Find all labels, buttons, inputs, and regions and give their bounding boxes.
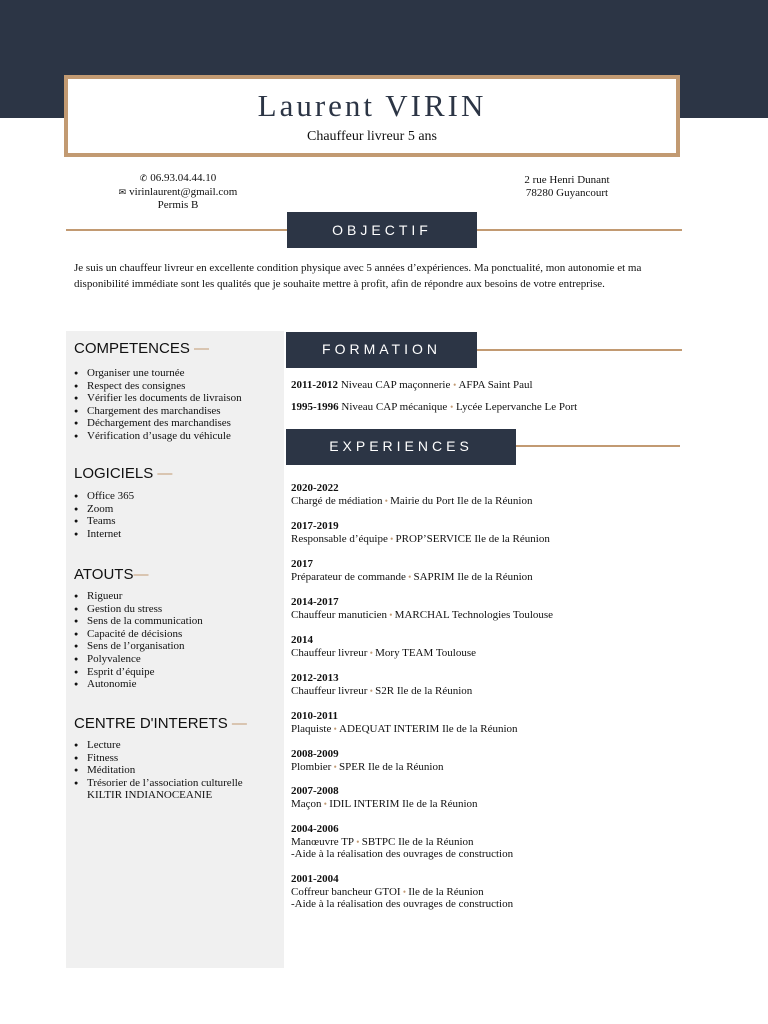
experience-years: 2014 bbox=[291, 634, 313, 646]
experience-role-line bbox=[291, 571, 681, 583]
list-item: ● Polyvalence bbox=[74, 653, 203, 666]
experience-role: Maçon bbox=[291, 798, 322, 810]
experience-role-line bbox=[291, 533, 681, 545]
job-title: Chauffeur livreur 5 ans bbox=[307, 129, 437, 144]
experience-role: Plaquiste bbox=[291, 723, 332, 735]
experience-role-line bbox=[291, 495, 681, 507]
contact-block bbox=[100, 172, 256, 212]
experience-years: 2017 bbox=[291, 558, 313, 570]
competences-list bbox=[74, 367, 242, 443]
section-heading-competences: COMPETENCES — bbox=[74, 340, 210, 357]
list-item: ● Office 365 bbox=[74, 490, 134, 503]
separator-dot: • bbox=[405, 572, 414, 582]
experience-item bbox=[291, 482, 681, 507]
experience-role-line bbox=[291, 798, 681, 810]
experience-employer: SBTPC Ile de la Réunion bbox=[361, 836, 474, 848]
address-line2: 78280 Guyancourt bbox=[525, 186, 609, 199]
experience-role-line bbox=[291, 685, 681, 697]
candidate-name: Laurent VIRIN bbox=[257, 88, 487, 123]
experience-role: Manœuvre TP bbox=[291, 836, 355, 848]
phone-icon: ✆ bbox=[139, 174, 148, 184]
list-item: ● Sens de l’organisation bbox=[74, 640, 203, 653]
list-item: ● Fitness bbox=[74, 752, 243, 765]
experience-role: Chauffeur manuticien bbox=[291, 609, 388, 621]
experience-detail: -Aide à la réalisation des ouvrages de construction bbox=[291, 898, 514, 910]
section-heading-formation: FORMATION bbox=[286, 332, 477, 368]
experience-role-line bbox=[291, 609, 681, 621]
experience-employer: Mairie du Port Ile de la Réunion bbox=[390, 495, 533, 507]
list-item: KILTIR INDIANOCEANIE bbox=[87, 789, 213, 802]
list-item: ● Chargement des marchandises bbox=[74, 405, 242, 418]
list-item: ● Déchargement des marchandises bbox=[74, 417, 242, 430]
phone-number: 06.93.04.44.10 bbox=[150, 172, 217, 184]
experience-role-line bbox=[291, 836, 681, 848]
list-item: ● Internet bbox=[74, 528, 134, 541]
phone-line bbox=[100, 172, 256, 186]
experience-years: 2001-2004 bbox=[291, 873, 339, 885]
objective-text: Je suis un chauffeur livreur en excellente condition physique avec 5 années d’expériences. Ma ponctualité, mon autonomie et ma disponibilité immédiate sont les qualités que je souhaite mettre à profit, afin de répondre aux besoins de votre entreprise. bbox=[74, 262, 642, 290]
section-heading-experiences: EXPERIENCES bbox=[286, 429, 516, 465]
logiciels-list bbox=[74, 490, 134, 540]
experience-item bbox=[291, 785, 681, 810]
experience-employer: ADEQUAT INTERIM Ile de la Réunion bbox=[339, 723, 518, 735]
separator-dot: • bbox=[400, 887, 409, 897]
list-item: ● Autonomie bbox=[74, 678, 203, 691]
experience-role: Chauffeur livreur bbox=[291, 685, 368, 697]
separator-dot: • bbox=[367, 648, 376, 658]
experience-employer: S2R Ile de la Réunion bbox=[375, 685, 473, 697]
separator-dot: • bbox=[331, 724, 339, 734]
divider bbox=[477, 349, 682, 351]
list-item: ● Rigueur bbox=[74, 590, 203, 603]
experience-employer: Ile de la Réunion bbox=[408, 886, 484, 898]
separator-dot: • bbox=[321, 799, 330, 809]
experience-role: Coffreur bancheur GTOI bbox=[291, 886, 401, 898]
list-item: ● Respect des consignes bbox=[74, 380, 242, 393]
email-line bbox=[100, 186, 256, 200]
separator-dot: • bbox=[367, 686, 376, 696]
experience-years: 2008-2009 bbox=[291, 748, 339, 760]
experience-role-line bbox=[291, 886, 681, 898]
formation-item: 1995-1996 Niveau CAP mécanique • Lycée Lepervanche Le Port bbox=[291, 401, 578, 413]
list-item: ● Capacité de décisions bbox=[74, 628, 203, 641]
experience-role: Préparateur de commande bbox=[291, 571, 406, 583]
name-box bbox=[64, 75, 680, 157]
list-item: ● Méditation bbox=[74, 764, 243, 777]
divider bbox=[477, 229, 682, 231]
list-item: ● Vérifier les documents de livraison bbox=[74, 392, 242, 405]
experience-employer: PROP’SERVICE Ile de la Réunion bbox=[395, 533, 550, 545]
experience-role-line bbox=[291, 647, 681, 659]
divider bbox=[66, 229, 288, 231]
experience-detail: -Aide à la réalisation des ouvrages de construction bbox=[291, 848, 514, 860]
separator-dot: • bbox=[354, 837, 362, 847]
experience-item bbox=[291, 748, 681, 773]
section-heading-interets: CENTRE D'INTERETS — bbox=[74, 715, 247, 732]
list-item: ● Organiser une tournée bbox=[74, 367, 242, 380]
interets-list bbox=[74, 739, 243, 802]
experience-role-line bbox=[291, 761, 681, 773]
experience-item bbox=[291, 596, 681, 621]
experience-years: 2012-2013 bbox=[291, 672, 339, 684]
experience-employer: SAPRIM Ile de la Réunion bbox=[413, 571, 533, 583]
list-item: ● Gestion du stress bbox=[74, 603, 203, 616]
experience-item bbox=[291, 520, 681, 545]
address-line1: 2 rue Henri Dunant bbox=[524, 174, 610, 186]
envelope-icon: ✉ bbox=[118, 187, 127, 198]
email-address[interactable]: virinlaurent@gmail.com bbox=[129, 185, 238, 198]
experience-years: 2020-2022 bbox=[291, 482, 339, 494]
section-heading-objectif: OBJECTIF bbox=[287, 212, 477, 248]
section-heading-logiciels: LOGICIELS — bbox=[74, 465, 173, 482]
experience-item bbox=[291, 710, 681, 735]
experience-employer: MARCHAL Technologies Toulouse bbox=[394, 609, 554, 621]
list-item: ● Vérification d’usage du véhicule bbox=[74, 430, 242, 443]
experience-employer: IDIL INTERIM Ile de la Réunion bbox=[329, 798, 478, 810]
list-item: ● Sens de la communication bbox=[74, 615, 203, 628]
experience-item bbox=[291, 823, 681, 860]
experience-role-line bbox=[291, 723, 681, 735]
separator-dot: • bbox=[387, 534, 396, 544]
experience-role: Chargé de médiation bbox=[291, 495, 383, 507]
separator-dot: • bbox=[387, 610, 395, 620]
list-item: ● Esprit d’équipe bbox=[74, 666, 203, 679]
experience-years: 2014-2017 bbox=[291, 596, 339, 608]
experience-item bbox=[291, 873, 681, 910]
experience-employer: SPER Ile de la Réunion bbox=[339, 761, 444, 773]
experience-employer: Mory TEAM Toulouse bbox=[375, 647, 477, 659]
experience-years: 2007-2008 bbox=[291, 785, 339, 797]
separator-dot: • bbox=[382, 496, 391, 506]
formation-item: 2011-2012 Niveau CAP maçonnerie • AFPA Saint Paul bbox=[291, 379, 533, 391]
experience-role: Chauffeur livreur bbox=[291, 647, 368, 659]
experience-role: Responsable d’équipe bbox=[291, 533, 388, 545]
license: Permis B bbox=[157, 199, 199, 211]
experience-item bbox=[291, 634, 681, 659]
experience-role: Plombier bbox=[291, 761, 332, 773]
list-item: ● Zoom bbox=[74, 503, 134, 516]
experience-item bbox=[291, 558, 681, 583]
list-item: ● Lecture bbox=[74, 739, 243, 752]
separator-dot: • bbox=[331, 762, 339, 772]
atouts-list bbox=[74, 590, 203, 691]
list-item: ● Trésorier de l’association culturelle bbox=[74, 777, 243, 790]
list-item: ● Teams bbox=[74, 515, 134, 528]
experience-years: 2004-2006 bbox=[291, 823, 339, 835]
experience-item bbox=[291, 672, 681, 697]
divider bbox=[516, 445, 680, 447]
experience-years: 2017-2019 bbox=[291, 520, 339, 532]
experience-years: 2010-2011 bbox=[291, 710, 339, 722]
section-heading-atouts: ATOUTS— bbox=[74, 566, 149, 583]
address-block bbox=[500, 174, 634, 199]
